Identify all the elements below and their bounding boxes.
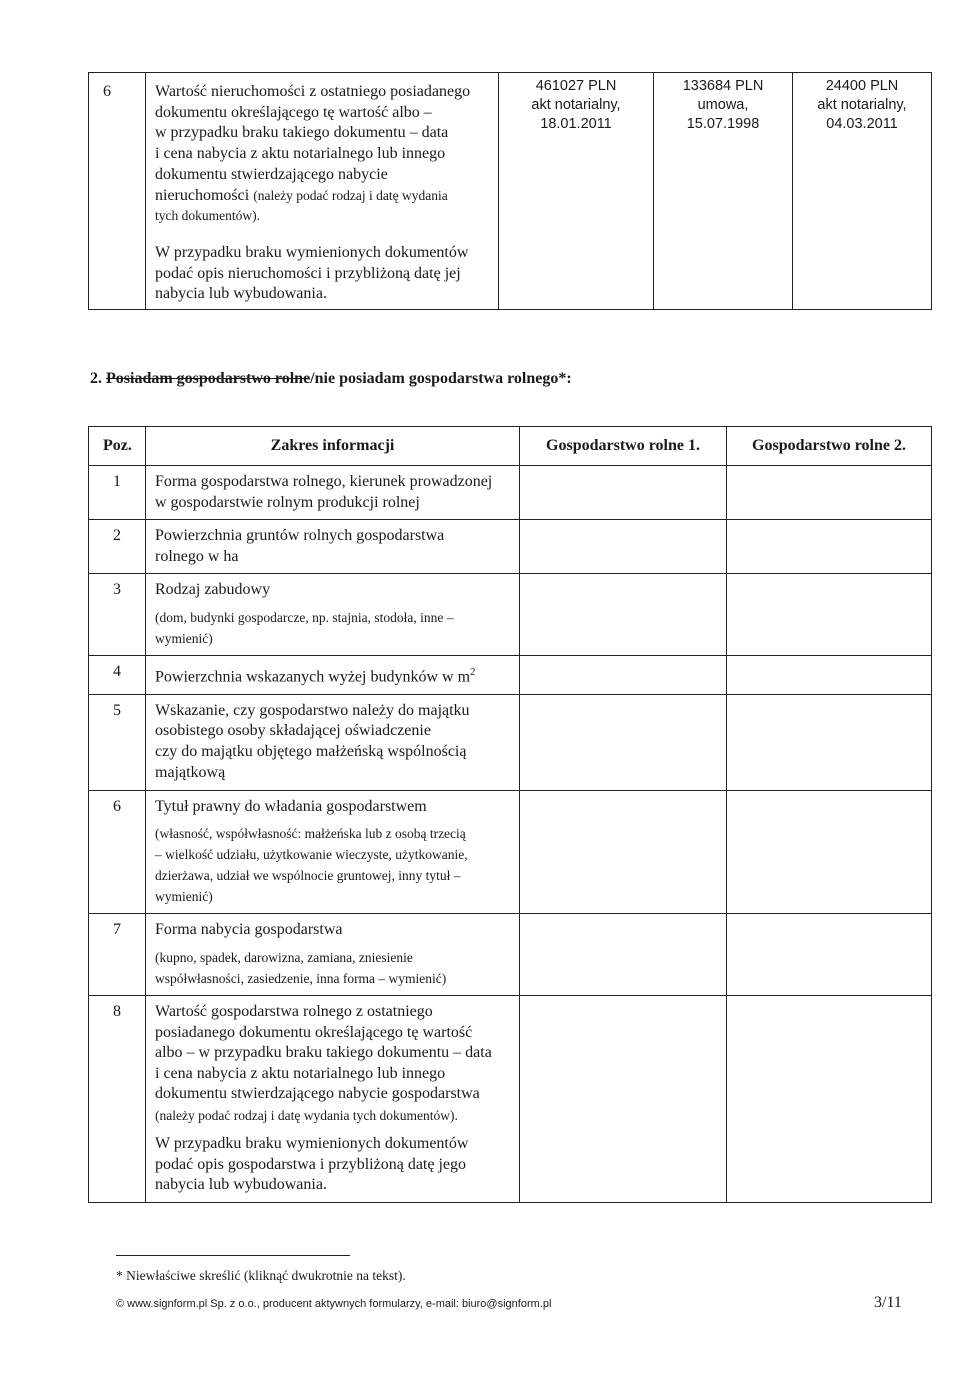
table-row: [89, 655, 932, 694]
superscript: 2: [470, 665, 476, 678]
value-cell[interactable]: [793, 73, 932, 310]
description-note: współwłasności, zasiedzenie, inna forma – wymienić): [155, 971, 447, 987]
description-line: dokumentu stwierdzającego nabycie: [155, 165, 388, 183]
description-line: czy do majątku objętego małżeńską wspólnością: [155, 743, 467, 761]
description-line: Tytuł prawny do władania gospodarstwem: [155, 797, 427, 815]
header-poz: Poz.: [89, 427, 146, 466]
row-number: 6: [89, 790, 146, 914]
farm-1-cell[interactable]: [520, 655, 727, 694]
table-header-row: [89, 427, 932, 466]
description-line: dokumentu stwierdzającego nabycie gospodarstwa: [155, 1085, 480, 1103]
farm-2-cell[interactable]: [727, 520, 932, 574]
description-line: nabycia lub wybudowania.: [155, 285, 327, 303]
value-date: 18.01.2011: [540, 116, 612, 132]
description-line: Wartość nieruchomości z ostatniego posiadanego: [155, 83, 471, 100]
table-row: [89, 694, 932, 790]
farm-1-cell[interactable]: [520, 914, 727, 996]
struck-option[interactable]: Posiadam gospodarstwo rolne: [106, 370, 311, 387]
description-line: majątkową: [155, 763, 226, 781]
table-row: [89, 520, 932, 574]
table-row: [89, 574, 932, 656]
row-description: [146, 655, 520, 694]
section-number: 2.: [90, 370, 102, 387]
description-line: albo – w przypadku braku takiego dokumentu – data: [155, 1044, 492, 1062]
row-number: 1: [89, 466, 146, 520]
header-farm-2: Gospodarstwo rolne 2.: [727, 427, 932, 466]
section-heading: [90, 370, 572, 388]
value-type: umowa,: [697, 97, 749, 113]
table-row: [89, 996, 932, 1203]
description-line: Powierzchnia gruntów rolnych gospodarstwa: [155, 527, 445, 545]
farm-2-cell[interactable]: [727, 655, 932, 694]
farm-2-cell[interactable]: [727, 466, 932, 520]
description-line: i cena nabycia z aktu notarialnego lub innego: [155, 145, 446, 163]
farm-2-cell[interactable]: [727, 790, 932, 914]
farm-2-cell[interactable]: [727, 996, 932, 1203]
description-line: rolnego w ha: [155, 547, 239, 565]
value-date: 04.03.2011: [826, 116, 898, 132]
value-amount: 133684 PLN: [682, 78, 764, 94]
table-row: [89, 790, 932, 914]
value-type: akt notarialny,: [817, 97, 907, 113]
farm-2-cell[interactable]: [727, 694, 932, 790]
row-description: [146, 996, 520, 1203]
farm-1-cell[interactable]: [520, 574, 727, 656]
row-description: [146, 694, 520, 790]
description-note: tych dokumentów).: [155, 208, 260, 224]
header-zakres: Zakres informacji: [146, 427, 520, 466]
description-line: i cena nabycia z aktu notarialnego lub innego: [155, 1064, 446, 1082]
farm-1-cell[interactable]: [520, 790, 727, 914]
farm-table: [88, 426, 932, 1203]
description-note: wymienić): [155, 889, 213, 905]
description-line: dokumentu określającego tę wartość albo –: [155, 103, 432, 121]
row-number: 8: [89, 996, 146, 1203]
description-line-text: Powierzchnia wskazanych wyżej budynków w m: [155, 668, 471, 686]
description-note: dzierżawa, udział we wspólnocie gruntowej, inny tytuł –: [155, 868, 461, 884]
value-cell[interactable]: [499, 73, 654, 310]
selected-option[interactable]: /nie posiadam gospodarstwa rolnego*:: [310, 370, 572, 387]
description-line: nabycia lub wybudowania.: [155, 1176, 327, 1194]
description-line: w gospodarstwie rolnym produkcji rolnej: [155, 493, 420, 511]
value-date: 15.07.1998: [686, 116, 760, 132]
description-note: (własność, współwłasność: małżeńska lub z osobą trzecią: [155, 826, 466, 842]
description-note: (dom, budynki gospodarcze, np. stajnia, stodoła, inne –: [155, 609, 454, 625]
row-description: [146, 520, 520, 574]
property-value-table: [88, 72, 932, 310]
description-line: [155, 662, 513, 688]
description-line: osobistego osoby składającej oświadczenie: [155, 722, 431, 740]
description-line: Forma gospodarstwa rolnego, kierunek prowadzonej: [155, 473, 493, 490]
description-note: wymienić): [155, 630, 213, 646]
row-number: 5: [89, 694, 146, 790]
description-line: [155, 186, 490, 207]
farm-1-cell[interactable]: [520, 520, 727, 574]
description-line: Forma nabycia gospodarstwa: [155, 921, 343, 939]
farm-1-cell[interactable]: [520, 996, 727, 1203]
row-description: [146, 73, 499, 310]
row-description: [146, 790, 520, 914]
row-number: 7: [89, 914, 146, 996]
description-note: – wielkość udziału, użytkowanie wieczyste, użytkowanie,: [155, 847, 468, 863]
description-line: podać opis gospodarstwa i przybliżoną datę jego: [155, 1155, 467, 1173]
value-amount: 24400 PLN: [825, 78, 899, 94]
table-row: [89, 466, 932, 520]
farm-1-cell[interactable]: [520, 694, 727, 790]
row-description: [146, 466, 520, 520]
description-line-text: nieruchomości: [155, 186, 250, 204]
description-line: Rodzaj zabudowy: [155, 581, 271, 599]
description-line: podać opis nieruchomości i przybliżoną datę jej: [155, 264, 461, 282]
value-amount: 461027 PLN: [535, 78, 617, 94]
farm-2-cell[interactable]: [727, 914, 932, 996]
row-number: 3: [89, 574, 146, 656]
row-number: 6: [89, 73, 146, 310]
footnote: * Niewłaściwe skreślić (kliknąć dwukrotnie na tekst).: [116, 1268, 406, 1283]
header-farm-1: Gospodarstwo rolne 1.: [520, 427, 727, 466]
table-row: [89, 73, 932, 310]
row-number: 2: [89, 520, 146, 574]
table-row: [89, 914, 932, 996]
row-description: [146, 574, 520, 656]
footnote-divider: [116, 1255, 350, 1256]
description-line: posiadanego dokumentu określającego tę wartość: [155, 1023, 473, 1041]
value-cell[interactable]: [654, 73, 793, 310]
value-type: akt notarialny,: [531, 97, 621, 113]
description-line: W przypadku braku wymienionych dokumentów: [155, 243, 469, 261]
description-note: (należy podać rodzaj i datę wydania tych dokumentów).: [155, 1108, 458, 1124]
description-line: Wskazanie, czy gospodarstwo należy do majątku: [155, 701, 470, 719]
farm-2-cell[interactable]: [727, 574, 932, 656]
description-line: Wartość gospodarstwa rolnego z ostatniego: [155, 1003, 433, 1021]
description-line: W przypadku braku wymienionych dokumentów: [155, 1135, 469, 1153]
page-number: 3/11: [874, 1294, 902, 1311]
farm-1-cell[interactable]: [520, 466, 727, 520]
description-note: (należy podać rodzaj i datę wydania: [253, 187, 448, 203]
row-description: [146, 914, 520, 996]
description-note: (kupno, spadek, darowizna, zamiana, zniesienie: [155, 950, 413, 966]
footer-credit: © www.signform.pl Sp. z o.o., producent aktywnych formularzy, e-mail: biuro@signform.pl: [116, 1298, 552, 1310]
description-line: w przypadku braku takiego dokumentu – data: [155, 124, 449, 142]
row-number: 4: [89, 655, 146, 694]
